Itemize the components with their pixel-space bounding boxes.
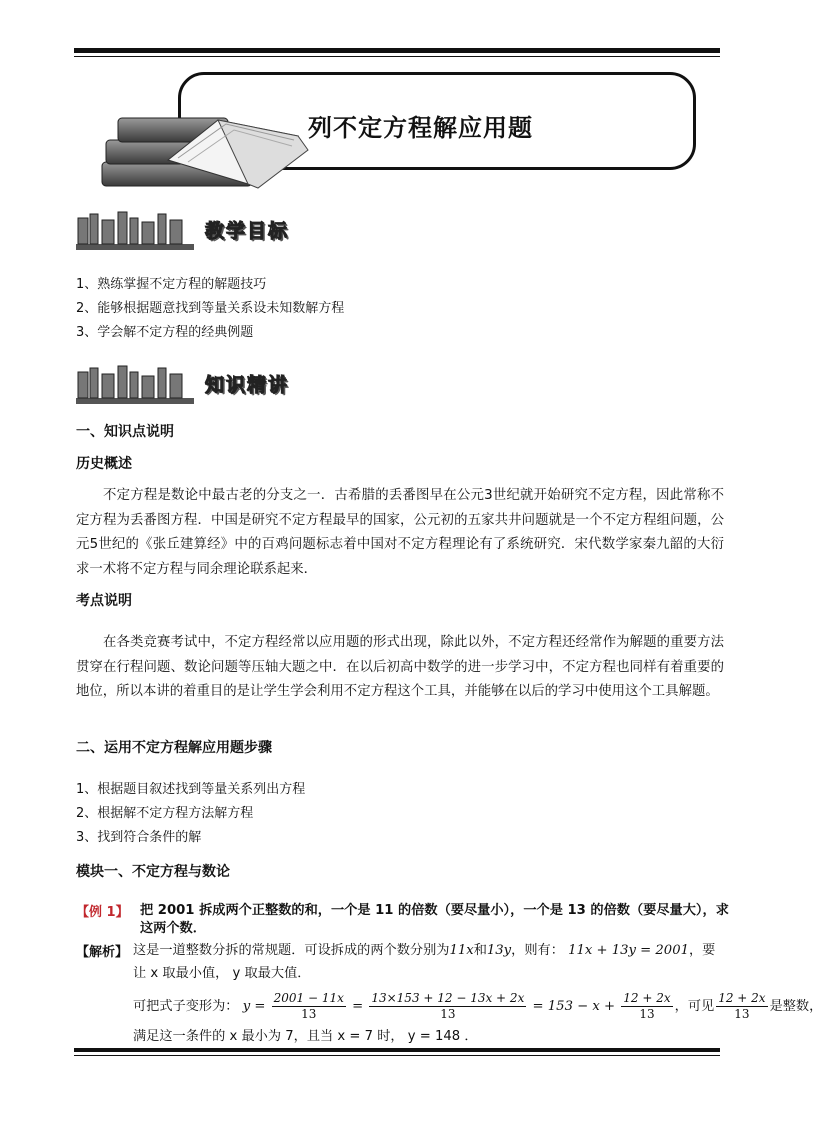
section-title-goals: 教学目标 bbox=[205, 220, 290, 242]
fraction-numerator: 2001 − 11x bbox=[273, 990, 344, 1005]
step-item: 1、根据题目叙述找到等量关系列出方程 bbox=[76, 782, 306, 797]
header-rule-thin bbox=[74, 56, 720, 57]
page-title: 列不定方程解应用题 bbox=[308, 114, 533, 142]
section-title-knowledge: 知识精讲 bbox=[205, 374, 290, 396]
fraction-numerator: 12 + 2x bbox=[623, 990, 671, 1005]
solution-text: 可把式子变形为： bbox=[133, 999, 239, 1014]
goal-item: 1、熟练掌握不定方程的解题技巧 bbox=[76, 277, 267, 292]
solution-tag: 【解析】 bbox=[76, 945, 129, 960]
fraction-numerator: 13×153 + 12 − 13x + 2x bbox=[371, 990, 525, 1005]
exam-paragraph: 在各类竞赛考试中，不定方程经常以应用题的形式出现，除此以外，不定方程还经常作为解题的重要方法贯穿在行程问题、数论问题等压轴大题之中．在以后初高中数学的进一步学习中，不定方程也同样有着重要的地位，所以本讲的着重目的是让学生学会利用不定方程这个工具，并能够在以后的学习中使用这个工具解题。 bbox=[76, 635, 724, 699]
module-heading: 模块一、不定方程与数论 bbox=[76, 864, 230, 880]
math-op: = bbox=[352, 999, 364, 1014]
step-item: 3、找到符合条件的解 bbox=[76, 830, 202, 845]
step-item: 2、根据解不定方程方法解方程 bbox=[76, 806, 254, 821]
math-y: y = bbox=[242, 999, 266, 1014]
goal-item: 2、能够根据题意找到等量关系设未知数解方程 bbox=[76, 301, 345, 316]
solution-line-2: 让 x 取最小值， y 取最大值． bbox=[133, 966, 311, 981]
example-line: 把 2001 拆成两个正整数的和，一个是 11 的倍数（要尽量小），一个是 13 的倍数（要尽量大），求 bbox=[140, 903, 729, 918]
solution-text: 这是一道整数分拆的常规题．可设拆成的两个数分别为 bbox=[133, 943, 450, 958]
math-var: 13y bbox=[486, 943, 512, 958]
solution-text: ，可见 bbox=[674, 999, 715, 1014]
fraction bbox=[272, 991, 346, 1022]
fraction bbox=[369, 991, 526, 1022]
fraction-denominator: 13 bbox=[734, 1006, 750, 1021]
math-var: 11x bbox=[449, 943, 474, 958]
solution-text: ，要 bbox=[688, 943, 716, 958]
part2-heading: 二、运用不定方程解应用题步骤 bbox=[76, 740, 272, 756]
footer-rule-thick bbox=[74, 1048, 720, 1052]
goal-item: 3、学会解不定方程的经典例题 bbox=[76, 325, 254, 340]
solution-line-1 bbox=[133, 941, 715, 961]
history-paragraph: 不定方程是数论中最古老的分支之一．古希腊的丢番图早在公元3世纪就开始研究不定方程，因此常称不定方程为丢番图方程．中国是研究不定方程最早的国家，公元初的五家共井问题就是一个不定方程组问题，公元5世纪的《张丘建算经》中的百鸡问题标志着中国对不定方程理论有了系统研究．宋代数学家秦九韶的大衍求一术将不定方程与同余理论联系起来． bbox=[76, 488, 724, 577]
history-heading: 历史概述 bbox=[76, 456, 132, 472]
solution-text: 和 bbox=[473, 943, 487, 958]
fraction-numerator: 12 + 2x bbox=[718, 990, 766, 1005]
solution-line-4: 满足这一条件的 x 最小为 7，且当 x = 7 时， y = 148 ． bbox=[133, 1029, 478, 1044]
solution-line-3 bbox=[133, 990, 822, 1024]
fraction-denominator: 13 bbox=[440, 1006, 456, 1021]
solution-text: ，则有： bbox=[511, 943, 564, 958]
solution-text: 是整数， bbox=[769, 999, 822, 1014]
fraction-denominator: 13 bbox=[639, 1006, 655, 1021]
books-illustration bbox=[98, 100, 328, 192]
fraction-denominator: 13 bbox=[301, 1006, 317, 1021]
footer-rule-thin bbox=[74, 1055, 720, 1056]
math-op: = 153 − x + bbox=[532, 999, 616, 1014]
example-line: 这两个数． bbox=[140, 921, 206, 936]
fraction bbox=[716, 991, 767, 1022]
exam-heading: 考点说明 bbox=[76, 593, 132, 609]
fraction bbox=[621, 991, 672, 1022]
example-tag: 【例 1】 bbox=[76, 905, 129, 920]
part1-heading: 一、知识点说明 bbox=[76, 424, 174, 440]
math-equation: 11x + 13y = 2001 bbox=[568, 943, 689, 958]
header-rule-thick bbox=[74, 48, 720, 53]
